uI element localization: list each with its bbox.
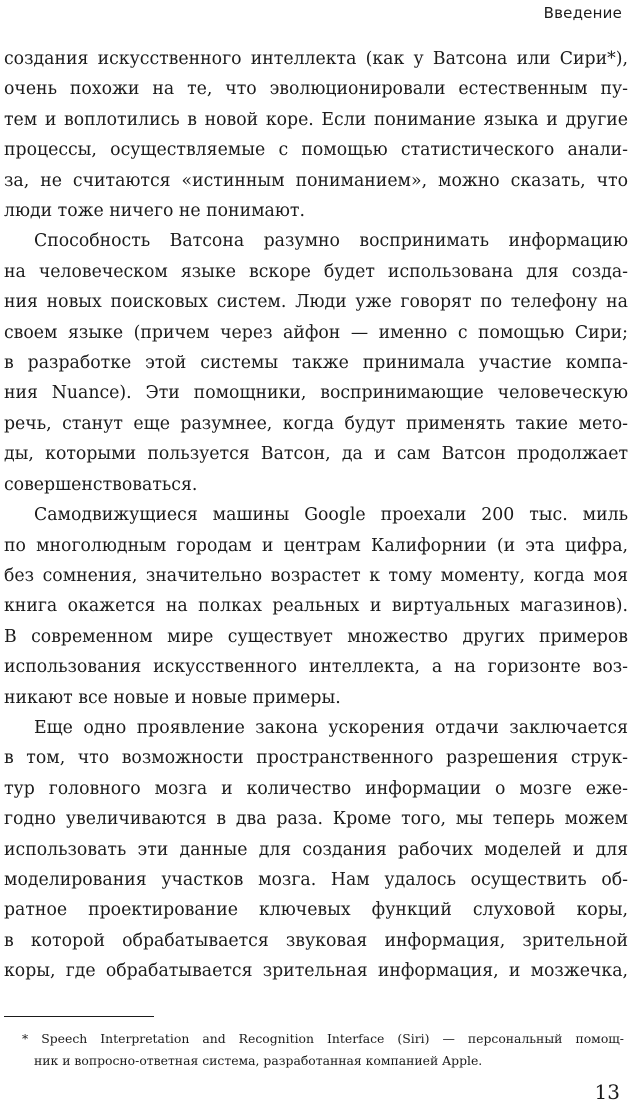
text-line: тур головного мозга и количество информации о мозге еже- <box>4 778 628 799</box>
text-line: за, не считаются «истинным пониманием», можно сказать, что <box>4 170 628 191</box>
text-line: моделирования участков мозга. Нам удалось осуществить об- <box>4 869 628 890</box>
text-line: Самодвижущиеся машины Google проехали 200 тыс. миль <box>34 505 628 526</box>
text-line: ратное проектирование ключевых функций слуховой коры, <box>4 900 628 921</box>
text-line: ния Nuance). Эти помощники, воспринимающие человеческую <box>4 383 628 404</box>
text-line: в разработке этой системы также принимала участие компа- <box>4 353 628 374</box>
footnote-divider <box>4 1016 154 1017</box>
text-line: коры, где обрабатывается зрительная информация, и мозжечка, <box>4 961 628 982</box>
text-line: годно увеличиваются в два раза. Кроме того, мы теперь можем <box>4 809 628 830</box>
text-line: использования искусственного интеллекта, а на горизонте воз- <box>4 657 628 678</box>
text-line: никают все новые и новые примеры. <box>4 687 341 708</box>
text-line: В современном мире существует множество других примеров <box>4 626 628 647</box>
text-line: использовать эти данные для создания рабочих моделей и для <box>4 839 628 860</box>
body-text <box>4 44 628 987</box>
running-head: Введение <box>543 4 622 22</box>
text-line: по многолюдным городам и центрам Калифорнии (и эта цифра, <box>4 535 628 556</box>
text-line: Способность Ватсона разумно воспринимать информацию <box>34 231 628 252</box>
text-line: ды, которыми пользуется Ватсон, да и сам Ватсон продолжает <box>4 444 628 465</box>
footnote <box>22 1028 624 1072</box>
text-line: процессы, осуществляемые с помощью статистического анали- <box>4 140 628 161</box>
text-line: совершенствоваться. <box>4 474 198 495</box>
text-line: в том, что возможности пространственного разрешения струк- <box>4 748 628 769</box>
text-line: в которой обрабатывается звуковая информация, зрительной <box>4 930 628 951</box>
text-line: своем языке (причем через айфон — именно с помощью Сири; <box>4 322 628 343</box>
text-line: Еще одно проявление закона ускорения отдачи заключается <box>34 717 628 738</box>
footnote-line: ник и вопросно-ответная система, разработанная компанией Apple. <box>34 1053 483 1068</box>
text-line: создания искусственного интеллекта (как у Ватсона или Сири*), <box>4 49 628 69</box>
text-line: люди тоже ничего не понимают. <box>4 201 305 222</box>
text-line: очень похожи на те, что эволюционировали естественным пу- <box>4 79 628 100</box>
text-line: речь, станут еще разумнее, когда будут применять такие мето- <box>4 413 628 434</box>
footnote-line: * Speech Interpretation and Recognition Interface (Siri) — персональный помощ- <box>22 1031 624 1046</box>
text-line: ния новых поисковых систем. Люди уже говорят по телефону на <box>4 292 628 313</box>
text-line: тем и воплотились в новой коре. Если понимание языка и другие <box>4 109 628 130</box>
text-line: без сомнения, значительно возрастет к тому моменту, когда моя <box>4 565 628 586</box>
page-number: 13 <box>594 1080 620 1104</box>
text-line: на человеческом языке вскоре будет использована для созда- <box>4 261 628 282</box>
text-line: книга окажется на полках реальных и виртуальных магазинов). <box>4 596 628 617</box>
